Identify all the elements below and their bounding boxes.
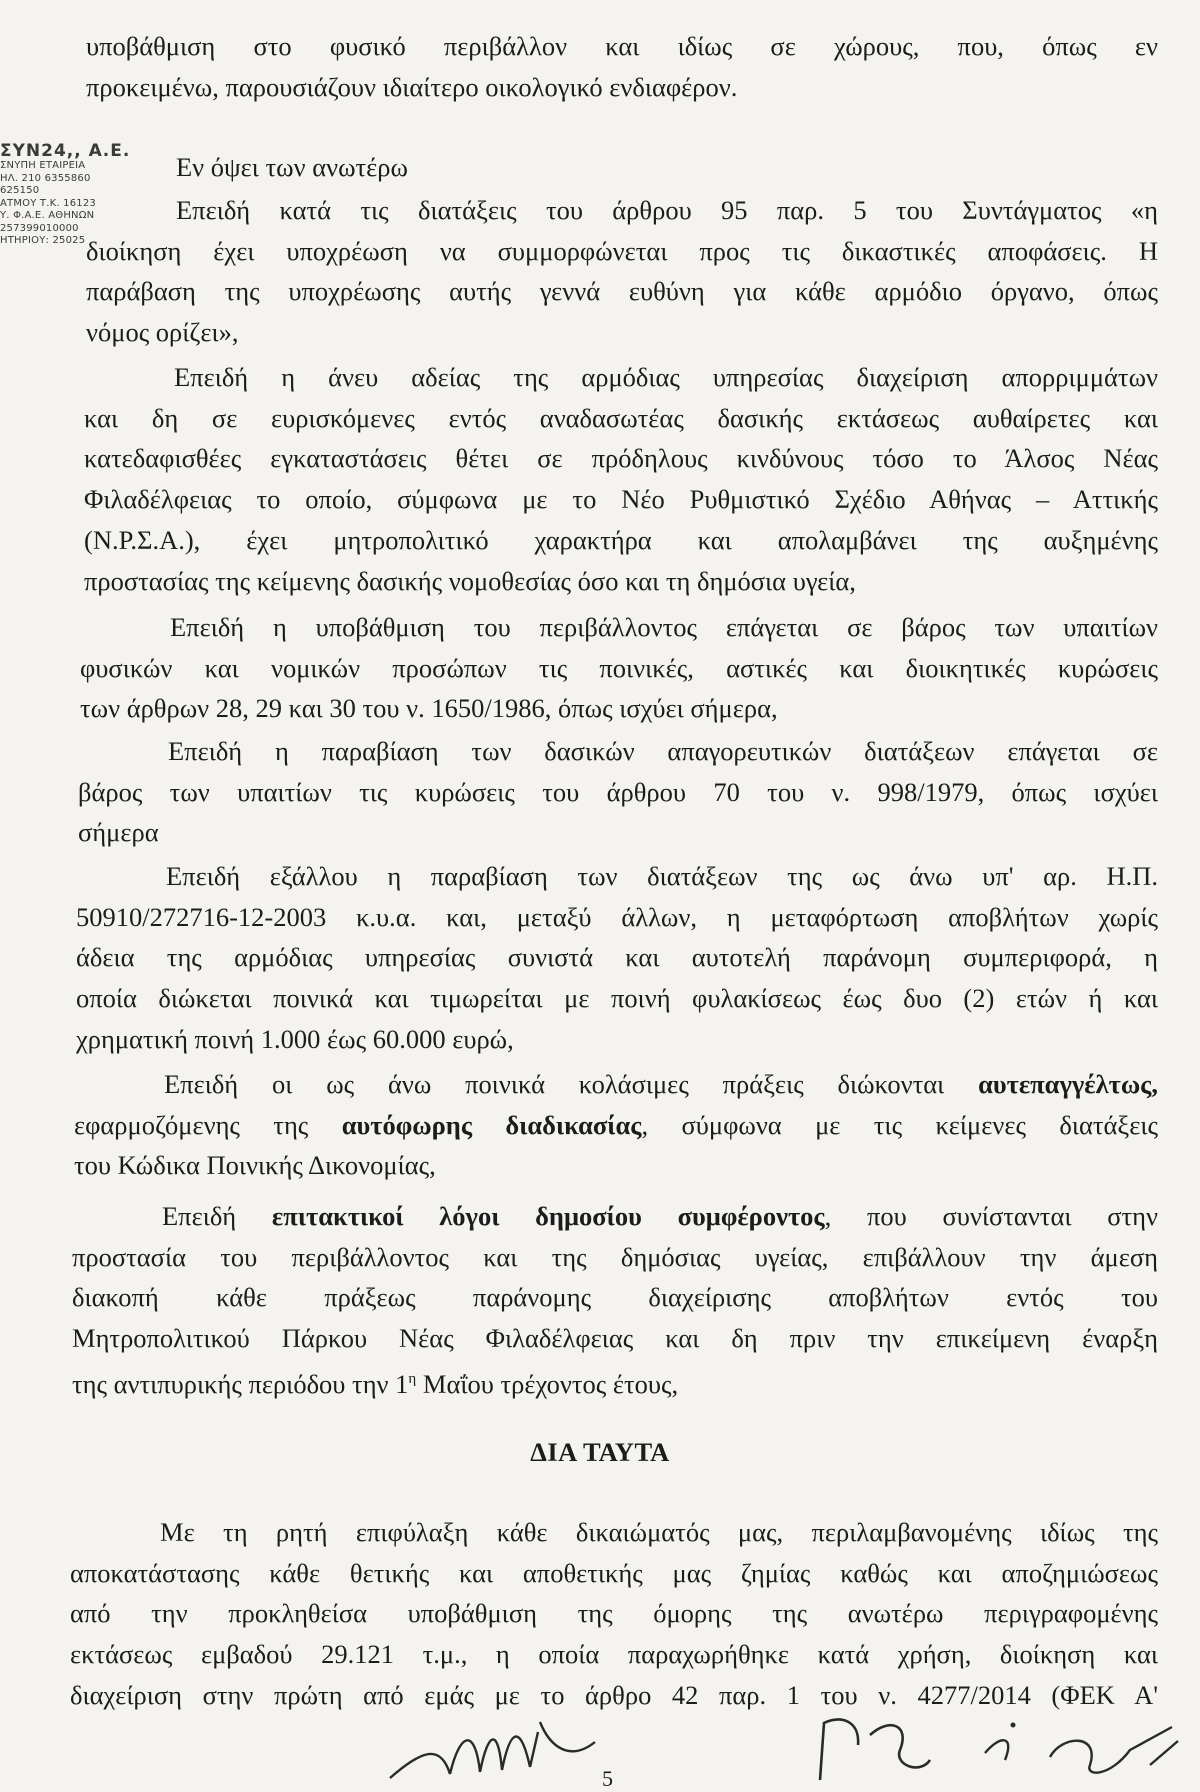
text-line: προκειμένω, παρουσιάζουν ιδιαίτερο οικολογικό ενδιαφέρον. [86, 71, 738, 102]
text-span: Επειδή [162, 1201, 272, 1231]
page-number: 5 [602, 1766, 613, 1791]
stamp-line: ΗΤΗΡΙΟΥ: 25025 [0, 235, 86, 246]
paragraph-constitution [86, 190, 1158, 353]
text-line: Επειδή η άνευ αδείας της αρμόδιας υπηρεσίας διαχείριση απορριμμάτων [174, 362, 1158, 392]
text-line: και δη σε ευρισκόμενες εντός αναδασωτέας δασικής εκτάσεως αυθαίρετες και [84, 402, 1158, 433]
text-line [72, 1196, 1158, 1237]
text-line [74, 1105, 1158, 1146]
text-line: διαχείριση στην πρώτη από εμάς με το άρθρο 42 παρ. 1 του ν. 4277/2014 (ΦΕΚ Α' [70, 1679, 1158, 1710]
text-line: βάρος των υπαιτίων τις κυρώσεις του άρθρου 70 του ν. 998/1979, όπως ισχύει [78, 776, 1158, 807]
text-span: Επειδή οι ως άνω ποινικά κολάσιμες πράξεις διώκονται [164, 1069, 979, 1099]
text-line: Μητροπολιτικού Πάρκου Νέας Φιλαδέλφειας και δη πριν την επικείμενη έναρξη [72, 1323, 1158, 1354]
superscript: η [408, 1370, 417, 1387]
paragraph-reservation [70, 1512, 1158, 1716]
text-line: οποία διώκεται ποινικά και τιμωρείται με ποινή φυλακίσεως έως δυο (2) ετών ή και [76, 983, 1158, 1014]
text-line: Εν όψει των ανωτέρω [176, 152, 408, 182]
signature-left [380, 1712, 610, 1782]
text-line: Επειδή η υποβάθμιση του περιβάλλοντος επάγεται σε βάρος των υπαιτίων [170, 612, 1158, 642]
text-line: Φιλαδέλφειας το οποίο, σύμφωνα με το Νέο Ρυθμιστικό Σχέδιο Αθήνας – Αττικής [84, 484, 1158, 515]
text-span: , που συνίστανται στην [824, 1201, 1158, 1231]
text-line: κατεδαφισθέες εγκαταστάσεις θέτει σε πρόδηλους κινδύνους τόσο το Άλσος Νέας [84, 443, 1158, 474]
bold-term: αυτόφωρης διαδικασίας [341, 1109, 642, 1140]
text-line: παράβαση της υποχρέωσης αυτής γεννά ευθύνη για κάθε αρμόδιο όργανο, όπως [86, 276, 1158, 307]
paragraph-continuation [86, 26, 1158, 107]
paragraph-public-interest [72, 1196, 1158, 1404]
paragraph-prosecution [74, 1064, 1158, 1186]
text-line: προστασία του περιβάλλοντος και της δημόσιας υγείας, επιβάλλουν την άμεση [72, 1241, 1158, 1272]
stamp-line: Υ. Φ.Α.Ε. ΑΘΗΝΩΝ [0, 210, 95, 221]
stamp-line: ΣΥΝ24,, Α.Ε. [0, 141, 131, 161]
text-line: αποκατάστασης κάθε θετικής και αποθετικής μας ζημίας καθώς και αποζημιώσεως [70, 1557, 1158, 1588]
text-line: Επειδή κατά τις διατάξεις του άρθρου 95 παρ. 5 του Συντάγματος «η [176, 195, 1158, 225]
paragraph-kya-violation [76, 856, 1158, 1060]
text-span: εφαρμοζόμενης της [74, 1109, 342, 1140]
text-line: άδεια της αρμόδιας υπηρεσίας συνιστά και αυτοτελή παράνομη συμπεριφορά, η [76, 942, 1158, 973]
text-span: της αντιπυρικής περιόδου την 1 [72, 1368, 409, 1399]
bold-term: επιτακτικοί λόγοι δημοσίου συμφέροντος [271, 1201, 825, 1231]
text-line: Επειδή η παραβίαση των δασικών απαγορευτικών διατάξεων επάγεται σε [168, 736, 1158, 766]
paragraph-intro [176, 147, 1076, 188]
stamp-line: 257399010000 [0, 222, 79, 234]
paragraph-forest-provisions [78, 731, 1158, 853]
text-line: χρηματική ποινή 1.000 έως 60.000 ευρώ, [76, 1023, 514, 1054]
text-line: σήμερα [78, 817, 159, 848]
text-line: υποβάθμιση στο φυσικό περιβάλλον και ιδίως σε χώρους, που, όπως εν [86, 31, 1158, 61]
text-line: εκτάσεως εμβαδού 29.121 τ.μ., η οποία παραχωρήθηκε κατά χρήση, διοίκηση και [70, 1639, 1158, 1670]
paragraph-waste-management [84, 357, 1158, 601]
signature-right [800, 1705, 1200, 1782]
text-line: Επειδή εξάλλου η παραβίαση των διατάξεων της ως άνω υπ' αρ. Η.Π. [166, 861, 1158, 891]
bold-term: αυτεπαγγέλτως, [978, 1069, 1158, 1099]
text-line: διοίκηση έχει υποχρέωση να συμμορφώνεται προς τις δικαστικές αποφάσεις. Η [86, 235, 1158, 266]
text-line [72, 1359, 1158, 1405]
stamp-line: 625150 [0, 185, 40, 196]
text-line: από την προκληθείσα υποβάθμιση της όμορης της ανωτέρω περιγραφομένης [70, 1598, 1158, 1629]
text-span: Μαΐου τρέχοντος έτους, [416, 1368, 679, 1399]
text-line: φυσικών και νομικών προσώπων τις ποινικές, αστικές και διοικητικές κυρώσεις [80, 652, 1158, 683]
section-heading: ΔΙΑ ΤΑΥΤΑ [530, 1437, 670, 1467]
text-line: διακοπή κάθε πράξεως παράνομης διαχείρισης αποβλήτων εντός του [72, 1282, 1158, 1313]
text-line [74, 1064, 1158, 1105]
text-line: (Ν.Ρ.Σ.Α.), έχει μητροπολιτικό χαρακτήρα και απολαμβάνει της αυξημένης [84, 524, 1158, 555]
text-line: 50910/272716-12-2003 κ.υ.α. και, μεταξύ άλλων, η μεταφόρτωση αποβλήτων χωρίς [76, 901, 1158, 932]
paragraph-environment [80, 607, 1158, 729]
text-line: των άρθρων 28, 29 και 30 του ν. 1650/1986, όπως ισχύει σήμερα, [80, 693, 778, 724]
text-line: νόμος ορίζει», [86, 317, 239, 348]
stamp-line: ΣΝΥΠΗ ΕΤΑΙΡΕΙΑ [0, 160, 86, 171]
text-line: προστασίας της κείμενης δασικής νομοθεσίας όσο και τη δημόσια υγεία, [84, 565, 856, 596]
text-line: Με τη ρητή επιφύλαξη κάθε δικαιώματός μας, περιλαμβανομένης ιδίως της [160, 1517, 1158, 1547]
text-span: , σύμφωνα με τις κείμενες διατάξεις [641, 1109, 1158, 1140]
stamp-line: ΑΤΜΟΥ Τ.Κ. 16123 [0, 197, 96, 209]
stamp-line: ΗΛ. 210 6355860 [0, 172, 91, 184]
text-line: του Κώδικα Ποινικής Δικονομίας, [74, 1150, 436, 1181]
